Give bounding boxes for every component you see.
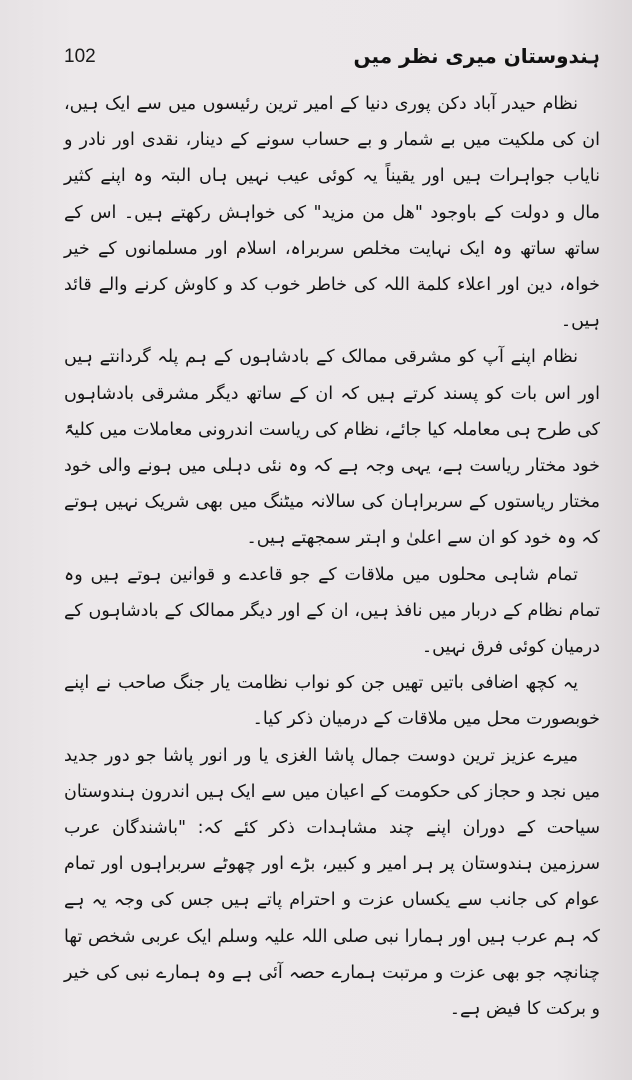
paragraph-3: تمام شاہی محلوں میں ملاقات کے جو قاعدے و قوانین ہوتے ہیں وہ تمام نظام کے دربار میں نافذ ہیں، ان کے اور دیگر ممالک کے بادشاہوں کے درمیان کوئی فرق نہیں۔ bbox=[64, 564, 600, 658]
page-body bbox=[64, 86, 600, 1040]
paragraph-2: نظام اپنے آپ کو مشرقی ممالک کے بادشاہوں کے ہم پلہ گردانتے ہیں اور اس بات کو پسند کرتے ہیں کہ ان کے ساتھ دیگر مشرقی بادشاہوں کی طرح ہی معاملہ کیا جائے، نظام کی ریاست اندرونی معاملات میں کلیۃً خود مختار ریاست ہے، یہی وجہ ہے کہ وہ نئی دہلی میں ہونے والی خود مختار ریاستوں کے سربراہان کی سالانہ میٹنگ میں بھی شریک نہیں ہوتے کہ وہ خود کو ان سے اعلیٰ و اہتر سمجھتے ہیں۔ bbox=[64, 347, 600, 549]
paragraph-1: نظام حیدر آباد دکن پوری دنیا کے امیر ترین رئیسوں میں سے ایک ہیں، ان کی ملکیت میں بے شمار و بے حساب سونے کے دینار، نقدی اور نادر و نایاب جواہرات ہیں اور یقیناً یہ کوئی عیب نہیں ہاں البتہ وہ اپنے کثیر مال و دولت کے باوجود "هل من مزید" کی خواہش رکھتے ہیں۔ اس کے ساتھ ساتھ وہ ایک نہایت مخلص سربراہ، اسلام اور مسلمانوں کے خیر خواہ، دین اور اعلاء کلمة اللہ کی خاطر خوب کد و کاوش کرنے والے قائد ہیں۔ bbox=[64, 94, 600, 332]
paragraph-5: میرے عزیز ترین دوست جمال پاشا الغزی یا ور انور پاشا جو دور جدید میں نجد و حجاز کی حکومت کے اعیان میں سے ایک ہیں اندرون ہندوستان سیاحت کے دوران اپنے چند مشاہدات ذکر کئے کہ: "باشندگان عرب سرزمین ہندوستان پر ہر امیر و کبیر، بڑے اور چھوٹے سربراہوں اور تمام عوام کی جانب سے یکساں عزت و احترام پاتے ہیں جس کی وجہ یہ ہے کہ ہم عرب ہیں اور ہمارا نبی صلی اللہ علیہ وسلم ایک عربی شخص تھا چنانچہ جو بھی عزت و مرتبت ہمارے حصہ آئی ہے وہ ہمارے نبی کی خیر و برکت کا فیض ہے۔ bbox=[64, 745, 600, 1020]
page-number: 102 bbox=[64, 46, 96, 67]
page-header bbox=[64, 44, 600, 88]
running-title: ہندوستان میری نظر میں bbox=[353, 44, 600, 68]
paragraph-4: یہ کچھ اضافی باتیں تھیں جن کو نواب نظامت یار جنگ صاحب نے اپنے خوبصورت محل میں ملاقات کے درمیان ذکر کیا۔ bbox=[64, 673, 600, 730]
